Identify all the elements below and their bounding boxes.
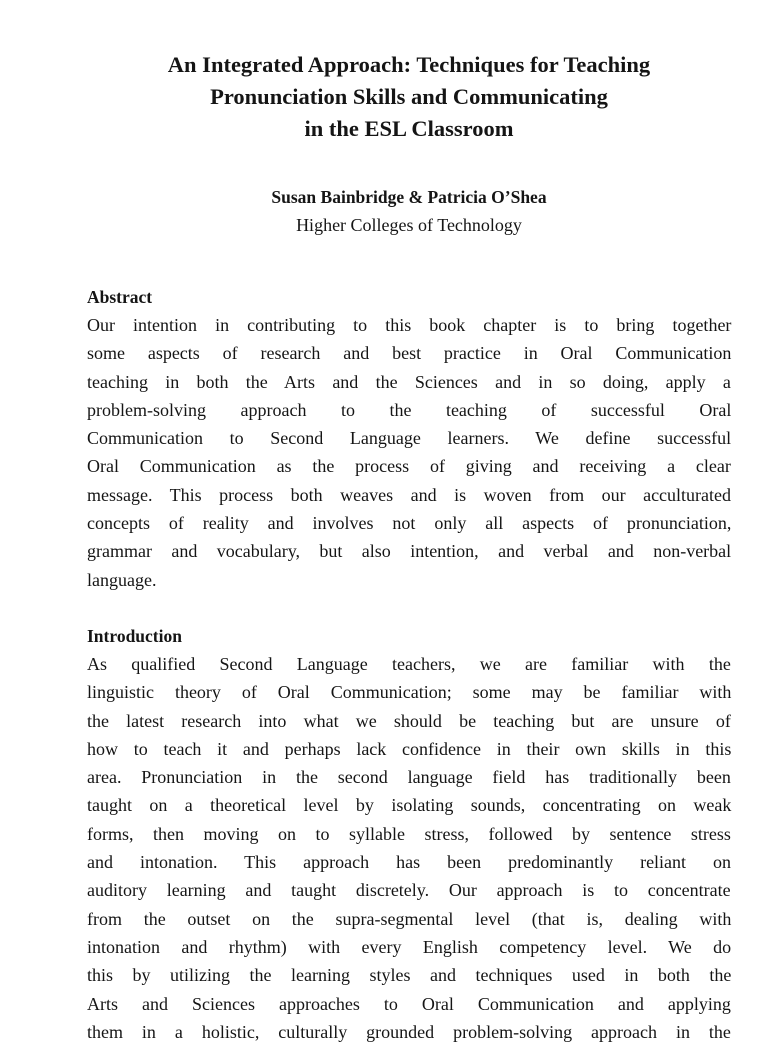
title-line: An Integrated Approach: Techniques for Teaching [167,52,651,77]
introduction-line: taught on a theoretical level by isolating sounds, concentrating on weak [87,795,732,816]
introduction-line: auditory learning and taught discretely. Our approach is to concentrate [87,880,731,901]
introduction-line: area. Pronunciation in the second language field has traditionally been [87,767,731,788]
introduction-line: intonation and rhythm) with every English competency level. We do [87,936,732,957]
introduction-line: forms, then moving on to syllable stress, followed by sentence stress [87,823,731,844]
abstract-line: language. [87,569,157,590]
introduction-line: As qualified Second Language teachers, we are familiar with the [87,653,731,674]
introduction-body [87,650,731,1046]
abstract-line: Our intention in contributing to this book chapter is to bring together [87,315,732,335]
abstract-line: teaching in both the Arts and the Sciences and in so doing, apply a [87,371,731,392]
paper-page [87,0,731,1046]
abstract-line: problem-solving approach to the teaching of successful Oral [87,399,732,420]
author-affiliation: Higher Colleges of Technology [296,215,522,235]
abstract-line: Communication to Second Language learners. We define successful [87,428,732,449]
introduction-line: from the outset on the supra-segmental level (that is, dealing with [87,908,732,929]
introduction-line: the latest research into what we should be teaching but are unsure of [87,710,731,731]
introduction-line: and intonation. This approach has been predominantly reliant on [87,852,732,873]
introduction-heading: Introduction [87,625,182,646]
abstract-line: some aspects of research and best practice in Oral Communication [87,343,732,364]
title-line: Pronunciation Skills and Communicating [210,84,608,109]
author-names: Susan Bainbridge & Patricia O’Shea [271,187,547,207]
abstract-line: grammar and vocabulary, but also intention, and verbal and non-verbal [87,541,732,562]
title-line: in the ESL Classroom [304,116,514,141]
paper-title [87,49,731,145]
introduction-line: them in a holistic, culturally grounded problem-solving approach in the [87,1021,731,1042]
introduction-line: this by utilizing the learning styles and techniques used in both the [87,965,732,986]
abstract-line: concepts of reality and involves not only all aspects of pronunciation, [87,513,732,534]
abstract-body [87,311,731,594]
introduction-line: Arts and Sciences approaches to Oral Communication and applying [87,993,731,1014]
introduction-line: how to teach it and perhaps lack confidence in their own skills in this [87,738,732,759]
abstract-heading: Abstract [87,287,153,307]
introduction-line: linguistic theory of Oral Communication; some may be familiar with [87,682,732,703]
abstract-line: Oral Communication as the process of giving and receiving a clear [87,456,731,477]
abstract-line: message. This process both weaves and is woven from our acculturated [87,484,732,505]
